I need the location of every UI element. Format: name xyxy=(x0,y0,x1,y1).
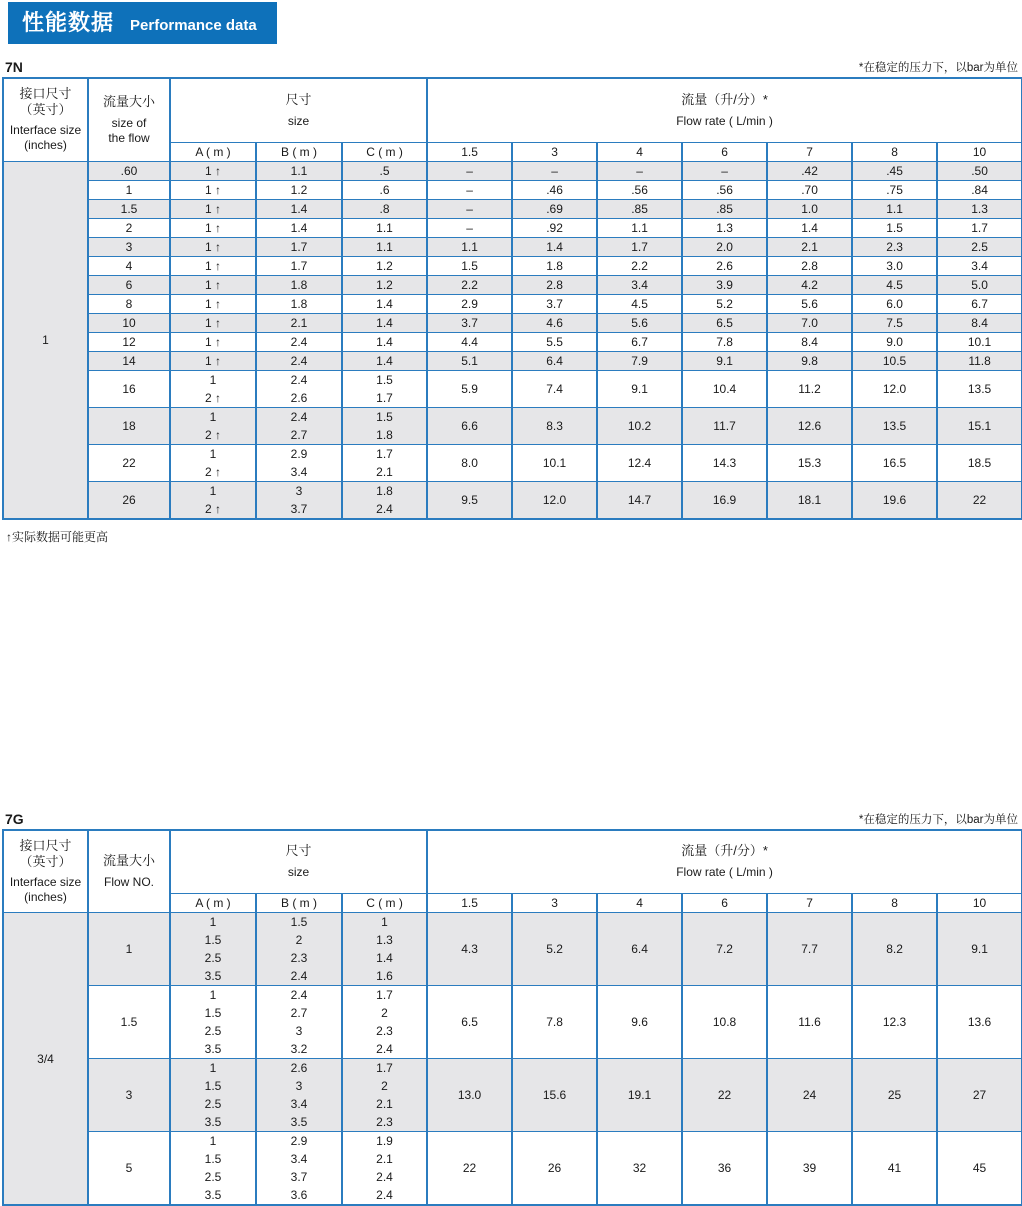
pressure-note-7N: *在稳定的压力下，以bar为单位 xyxy=(859,59,1018,75)
rate-cell: 4.4 xyxy=(427,332,512,351)
rate-cell: 14.3 xyxy=(682,444,767,481)
rate-cell: 9.1 xyxy=(597,370,682,407)
dim-b-cell: 1.4 xyxy=(256,218,342,237)
rate-cell: 12.0 xyxy=(852,370,937,407)
rate-cell: 12.3 xyxy=(852,986,937,1059)
section-7G xyxy=(2,811,1020,1206)
rate-cell: – xyxy=(427,199,512,218)
rate-cell: 3.0 xyxy=(852,256,937,275)
dim-b-cell: 2.4 xyxy=(256,332,342,351)
dim-a-cell: 1 ↑ xyxy=(170,237,256,256)
rate-cell: 3.9 xyxy=(682,275,767,294)
rate-col-header: 8 xyxy=(852,142,937,161)
rate-cell: 4.5 xyxy=(852,275,937,294)
rate-cell: 26 xyxy=(512,1132,597,1206)
dim-b-cell: 1.8 xyxy=(256,275,342,294)
flow-size-cell: 26 xyxy=(88,481,170,519)
rate-cell: 5.5 xyxy=(512,332,597,351)
dim-a-cell: 1 ↑ xyxy=(170,351,256,370)
flow-size-cell: 5 xyxy=(88,1132,170,1206)
rate-cell: 5.1 xyxy=(427,351,512,370)
rate-cell: 9.1 xyxy=(682,351,767,370)
flow-size-cell: 6 xyxy=(88,275,170,294)
dim-c-cell: 1.7 2 2.3 2.4 xyxy=(342,986,427,1059)
rate-cell: 9.6 xyxy=(597,986,682,1059)
rate-cell: .56 xyxy=(597,180,682,199)
rate-cell: 11.8 xyxy=(937,351,1022,370)
rate-cell: 19.1 xyxy=(597,1059,682,1132)
rate-cell: 4.3 xyxy=(427,913,512,986)
size-col-header: A ( m ) xyxy=(170,894,256,913)
rate-cell: 15.6 xyxy=(512,1059,597,1132)
dim-a-cell: 1 2 ↑ xyxy=(170,370,256,407)
dim-a-cell: 1 1.5 2.5 3.5 xyxy=(170,913,256,986)
rate-cell: 7.7 xyxy=(767,913,852,986)
rate-cell: 6.4 xyxy=(597,913,682,986)
rate-cell: .70 xyxy=(767,180,852,199)
rate-cell: 1.7 xyxy=(597,237,682,256)
table-row xyxy=(3,332,1022,351)
size-header: 尺寸 size xyxy=(170,830,427,894)
flow-size-cell: 10 xyxy=(88,313,170,332)
rate-cell: 2.0 xyxy=(682,237,767,256)
dim-a-cell: 1 ↑ xyxy=(170,199,256,218)
rate-cell: 10.1 xyxy=(937,332,1022,351)
size-header: 尺寸 size xyxy=(170,78,427,142)
flow-rate-header: 流量（升/分）* Flow rate ( L/min ) xyxy=(427,78,1022,142)
table-row xyxy=(3,444,1022,481)
dim-a-cell: 1 ↑ xyxy=(170,294,256,313)
rate-cell: 9.5 xyxy=(427,481,512,519)
dim-c-cell: 1.2 xyxy=(342,275,427,294)
rate-cell: 39 xyxy=(767,1132,852,1206)
header-row-1 xyxy=(3,78,1022,142)
rate-cell: – xyxy=(597,161,682,180)
table-row xyxy=(3,294,1022,313)
rate-cell: 13.6 xyxy=(937,986,1022,1059)
flow-size-cell: 3 xyxy=(88,1059,170,1132)
performance-table-7G-container xyxy=(2,829,1020,1206)
rate-cell: 6.4 xyxy=(512,351,597,370)
rate-cell: 3.4 xyxy=(937,256,1022,275)
rate-cell: 5.6 xyxy=(597,313,682,332)
rate-cell: 7.9 xyxy=(597,351,682,370)
rate-cell: 8.0 xyxy=(427,444,512,481)
dim-b-cell: 1.2 xyxy=(256,180,342,199)
size-col-header: B ( m ) xyxy=(256,894,342,913)
rate-cell: 11.6 xyxy=(767,986,852,1059)
rate-cell: 6.5 xyxy=(427,986,512,1059)
rate-cell: 8.3 xyxy=(512,407,597,444)
dim-c-cell: 1.9 2.1 2.4 2.4 xyxy=(342,1132,427,1206)
dim-c-cell: .8 xyxy=(342,199,427,218)
dim-b-cell: 2.4 2.7 xyxy=(256,407,342,444)
rate-col-header: 8 xyxy=(852,894,937,913)
rate-cell: 16.9 xyxy=(682,481,767,519)
rate-cell: .69 xyxy=(512,199,597,218)
dim-b-cell: 2.9 3.4 3.7 3.6 xyxy=(256,1132,342,1206)
rate-cell: 4.5 xyxy=(597,294,682,313)
table-row xyxy=(3,351,1022,370)
rate-col-header: 1.5 xyxy=(427,894,512,913)
dim-a-cell: 1 1.5 2.5 3.5 xyxy=(170,986,256,1059)
rate-cell: 10.8 xyxy=(682,986,767,1059)
dim-c-cell: 1.4 xyxy=(342,294,427,313)
rate-cell: 22 xyxy=(937,481,1022,519)
header-row-1 xyxy=(3,830,1022,894)
rate-cell: 24 xyxy=(767,1059,852,1132)
dim-c-cell: 1.1 xyxy=(342,218,427,237)
flow-size-cell: 4 xyxy=(88,256,170,275)
rate-cell: 8.4 xyxy=(767,332,852,351)
rate-cell: 41 xyxy=(852,1132,937,1206)
table-row xyxy=(3,913,1022,986)
dim-a-cell: 1 ↑ xyxy=(170,313,256,332)
rate-cell: 2.2 xyxy=(427,275,512,294)
rate-cell: 1.5 xyxy=(427,256,512,275)
rate-cell: 3.4 xyxy=(597,275,682,294)
rate-cell: 15.1 xyxy=(937,407,1022,444)
rate-cell: 1.4 xyxy=(512,237,597,256)
flow-rate-header: 流量（升/分）* Flow rate ( L/min ) xyxy=(427,830,1022,894)
rate-cell: 7.8 xyxy=(512,986,597,1059)
flow-size-cell: 1 xyxy=(88,180,170,199)
size-col-header: B ( m ) xyxy=(256,142,342,161)
rate-cell: 4.6 xyxy=(512,313,597,332)
dim-c-cell: 1.7 2 2.1 2.3 xyxy=(342,1059,427,1132)
dim-a-cell: 1 ↑ xyxy=(170,332,256,351)
rate-cell: 3.7 xyxy=(512,294,597,313)
dim-a-cell: 1 ↑ xyxy=(170,218,256,237)
rate-cell: 9.1 xyxy=(937,913,1022,986)
interface-size-header: 接口尺寸 （英寸） Interface size (inches) xyxy=(3,78,88,161)
rate-cell: 1.1 xyxy=(852,199,937,218)
page-title-bar xyxy=(8,2,277,44)
flow-size-cell: 16 xyxy=(88,370,170,407)
rate-cell: 18.1 xyxy=(767,481,852,519)
dim-c-cell: 1.5 1.7 xyxy=(342,370,427,407)
dim-b-cell: 1.7 xyxy=(256,237,342,256)
rate-cell: 7.8 xyxy=(682,332,767,351)
rate-cell: 11.7 xyxy=(682,407,767,444)
rate-cell: 1.8 xyxy=(512,256,597,275)
flow-size-header: 流量大小 Flow NO. xyxy=(88,830,170,913)
rate-cell: 22 xyxy=(427,1132,512,1206)
rate-cell: 6.5 xyxy=(682,313,767,332)
rate-cell: 16.5 xyxy=(852,444,937,481)
rate-cell: .56 xyxy=(682,180,767,199)
rate-cell: 15.3 xyxy=(767,444,852,481)
table-row xyxy=(3,161,1022,180)
rate-cell: 7.4 xyxy=(512,370,597,407)
rate-cell: .75 xyxy=(852,180,937,199)
table-label-7N: 7N xyxy=(5,59,23,75)
flow-size-cell: 12 xyxy=(88,332,170,351)
rate-cell: 7.0 xyxy=(767,313,852,332)
page-title-en: Performance data xyxy=(130,17,257,34)
rate-cell: .50 xyxy=(937,161,1022,180)
rate-col-header: 4 xyxy=(597,894,682,913)
rate-cell: 2.2 xyxy=(597,256,682,275)
rate-cell: 12.4 xyxy=(597,444,682,481)
rate-cell: 9.0 xyxy=(852,332,937,351)
rate-col-header: 7 xyxy=(767,894,852,913)
rate-cell: 12.6 xyxy=(767,407,852,444)
table-row xyxy=(3,313,1022,332)
flow-size-cell: 1.5 xyxy=(88,986,170,1059)
arrow-footnote: ↑实际数据可能更高 xyxy=(6,528,1020,545)
rate-cell: 2.1 xyxy=(767,237,852,256)
dim-c-cell: 1.1 xyxy=(342,237,427,256)
rate-cell: 1.4 xyxy=(767,218,852,237)
rate-col-header: 6 xyxy=(682,894,767,913)
table-row xyxy=(3,180,1022,199)
flow-size-header: 流量大小 size of the flow xyxy=(88,78,170,161)
rate-cell: 2.5 xyxy=(937,237,1022,256)
rate-cell: 9.8 xyxy=(767,351,852,370)
dim-c-cell: .5 xyxy=(342,161,427,180)
rate-cell: 10.5 xyxy=(852,351,937,370)
rate-cell: 10.4 xyxy=(682,370,767,407)
table-row xyxy=(3,370,1022,407)
dim-a-cell: 1 ↑ xyxy=(170,275,256,294)
table-row xyxy=(3,1132,1022,1206)
dim-b-cell: 2.9 3.4 xyxy=(256,444,342,481)
dim-a-cell: 1 1.5 2.5 3.5 xyxy=(170,1059,256,1132)
dim-c-cell: 1.4 xyxy=(342,313,427,332)
rate-col-header: 7 xyxy=(767,142,852,161)
rate-cell: .45 xyxy=(852,161,937,180)
table-row xyxy=(3,199,1022,218)
dim-a-cell: 1 2 ↑ xyxy=(170,407,256,444)
rate-cell: – xyxy=(682,161,767,180)
table-row xyxy=(3,237,1022,256)
rate-cell: .42 xyxy=(767,161,852,180)
rate-col-header: 10 xyxy=(937,142,1022,161)
rate-cell: 10.2 xyxy=(597,407,682,444)
rate-col-header: 10 xyxy=(937,894,1022,913)
table-label-7G: 7G xyxy=(5,811,24,827)
interface-size-header: 接口尺寸 （英寸） Interface size (inches) xyxy=(3,830,88,913)
rate-cell: 22 xyxy=(682,1059,767,1132)
dim-c-cell: 1.4 xyxy=(342,332,427,351)
rate-cell: 5.6 xyxy=(767,294,852,313)
pressure-note-7G: *在稳定的压力下，以bar为单位 xyxy=(859,811,1018,827)
dim-b-cell: 2.4 2.6 xyxy=(256,370,342,407)
rate-cell: 8.4 xyxy=(937,313,1022,332)
page-title-zh: 性能数据 xyxy=(22,6,114,37)
dim-b-cell: 1.7 xyxy=(256,256,342,275)
dim-c-cell: 1.8 2.4 xyxy=(342,481,427,519)
flow-size-cell: 22 xyxy=(88,444,170,481)
rate-cell: 10.1 xyxy=(512,444,597,481)
performance-table-7N-container xyxy=(2,77,1020,520)
rate-cell: 2.8 xyxy=(767,256,852,275)
rate-cell: 12.0 xyxy=(512,481,597,519)
rate-col-header: 3 xyxy=(512,142,597,161)
rate-cell: 7.5 xyxy=(852,313,937,332)
rate-cell: 5.0 xyxy=(937,275,1022,294)
rate-cell: .46 xyxy=(512,180,597,199)
dim-b-cell: 3 3.7 xyxy=(256,481,342,519)
dim-a-cell: 1 2 ↑ xyxy=(170,444,256,481)
dim-c-cell: 1.5 1.8 xyxy=(342,407,427,444)
interface-size-cell: 1 xyxy=(3,161,88,519)
interface-size-cell: 3/4 xyxy=(3,913,88,1206)
rate-cell: 13.0 xyxy=(427,1059,512,1132)
size-col-header: C ( m ) xyxy=(342,142,427,161)
rate-cell: 1.3 xyxy=(682,218,767,237)
rate-cell: .85 xyxy=(597,199,682,218)
table-row xyxy=(3,218,1022,237)
dim-b-cell: 2.6 3 3.4 3.5 xyxy=(256,1059,342,1132)
rate-col-header: 3 xyxy=(512,894,597,913)
rate-cell: 13.5 xyxy=(937,370,1022,407)
rate-col-header: 6 xyxy=(682,142,767,161)
rate-cell: 5.9 xyxy=(427,370,512,407)
dim-c-cell: 1.2 xyxy=(342,256,427,275)
rate-cell: 6.7 xyxy=(937,294,1022,313)
rate-cell: 18.5 xyxy=(937,444,1022,481)
rate-cell: – xyxy=(427,161,512,180)
dim-c-cell: .6 xyxy=(342,180,427,199)
rate-cell: 5.2 xyxy=(682,294,767,313)
rate-cell: 7.2 xyxy=(682,913,767,986)
table-row xyxy=(3,481,1022,519)
rate-cell: 6.6 xyxy=(427,407,512,444)
rate-cell: 1.7 xyxy=(937,218,1022,237)
dim-a-cell: 1 ↑ xyxy=(170,161,256,180)
rate-cell: 27 xyxy=(937,1059,1022,1132)
dim-b-cell: 1.5 2 2.3 2.4 xyxy=(256,913,342,986)
dim-a-cell: 1 1.5 2.5 3.5 xyxy=(170,1132,256,1206)
rate-cell: .92 xyxy=(512,218,597,237)
rate-cell: 2.8 xyxy=(512,275,597,294)
flow-size-cell: 1 xyxy=(88,913,170,986)
rate-cell: 14.7 xyxy=(597,481,682,519)
rate-cell: 1.1 xyxy=(427,237,512,256)
dim-a-cell: 1 ↑ xyxy=(170,256,256,275)
dim-c-cell: 1.7 2.1 xyxy=(342,444,427,481)
rate-cell: .84 xyxy=(937,180,1022,199)
rate-cell: 1.3 xyxy=(937,199,1022,218)
performance-table-7N xyxy=(2,77,1022,520)
section-7N xyxy=(2,59,1020,545)
rate-cell: 6.7 xyxy=(597,332,682,351)
dim-c-cell: 1.4 xyxy=(342,351,427,370)
rate-cell: 1.5 xyxy=(852,218,937,237)
rate-cell: 5.2 xyxy=(512,913,597,986)
rate-cell: 19.6 xyxy=(852,481,937,519)
flow-size-cell: 18 xyxy=(88,407,170,444)
dim-b-cell: 1.4 xyxy=(256,199,342,218)
rate-col-header: 4 xyxy=(597,142,682,161)
table-row xyxy=(3,256,1022,275)
rate-cell: 36 xyxy=(682,1132,767,1206)
flow-size-cell: 14 xyxy=(88,351,170,370)
rate-cell: 2.3 xyxy=(852,237,937,256)
table-row xyxy=(3,275,1022,294)
flow-size-cell: 8 xyxy=(88,294,170,313)
rate-cell: 32 xyxy=(597,1132,682,1206)
dim-a-cell: 1 2 ↑ xyxy=(170,481,256,519)
dim-b-cell: 1.1 xyxy=(256,161,342,180)
rate-cell: – xyxy=(427,218,512,237)
dim-c-cell: 1 1.3 1.4 1.6 xyxy=(342,913,427,986)
flow-size-cell: 3 xyxy=(88,237,170,256)
rate-cell: 11.2 xyxy=(767,370,852,407)
dim-b-cell: 1.8 xyxy=(256,294,342,313)
dim-b-cell: 2.4 xyxy=(256,351,342,370)
rate-cell: – xyxy=(427,180,512,199)
rate-cell: 1.0 xyxy=(767,199,852,218)
flow-size-cell: 2 xyxy=(88,218,170,237)
rate-cell: 13.5 xyxy=(852,407,937,444)
table-row xyxy=(3,986,1022,1059)
table-row xyxy=(3,407,1022,444)
rate-cell: 8.2 xyxy=(852,913,937,986)
performance-table-7G xyxy=(2,829,1022,1206)
rate-cell: 6.0 xyxy=(852,294,937,313)
rate-cell: 4.2 xyxy=(767,275,852,294)
size-col-header: A ( m ) xyxy=(170,142,256,161)
rate-cell: 2.6 xyxy=(682,256,767,275)
dim-b-cell: 2.1 xyxy=(256,313,342,332)
rate-cell: – xyxy=(512,161,597,180)
size-col-header: C ( m ) xyxy=(342,894,427,913)
dim-a-cell: 1 ↑ xyxy=(170,180,256,199)
rate-cell: 1.1 xyxy=(597,218,682,237)
rate-cell: 2.9 xyxy=(427,294,512,313)
rate-cell: 3.7 xyxy=(427,313,512,332)
rate-cell: .85 xyxy=(682,199,767,218)
flow-size-cell: .60 xyxy=(88,161,170,180)
rate-cell: 25 xyxy=(852,1059,937,1132)
flow-size-cell: 1.5 xyxy=(88,199,170,218)
table-row xyxy=(3,1059,1022,1132)
dim-b-cell: 2.4 2.7 3 3.2 xyxy=(256,986,342,1059)
rate-col-header: 1.5 xyxy=(427,142,512,161)
rate-cell: 45 xyxy=(937,1132,1022,1206)
